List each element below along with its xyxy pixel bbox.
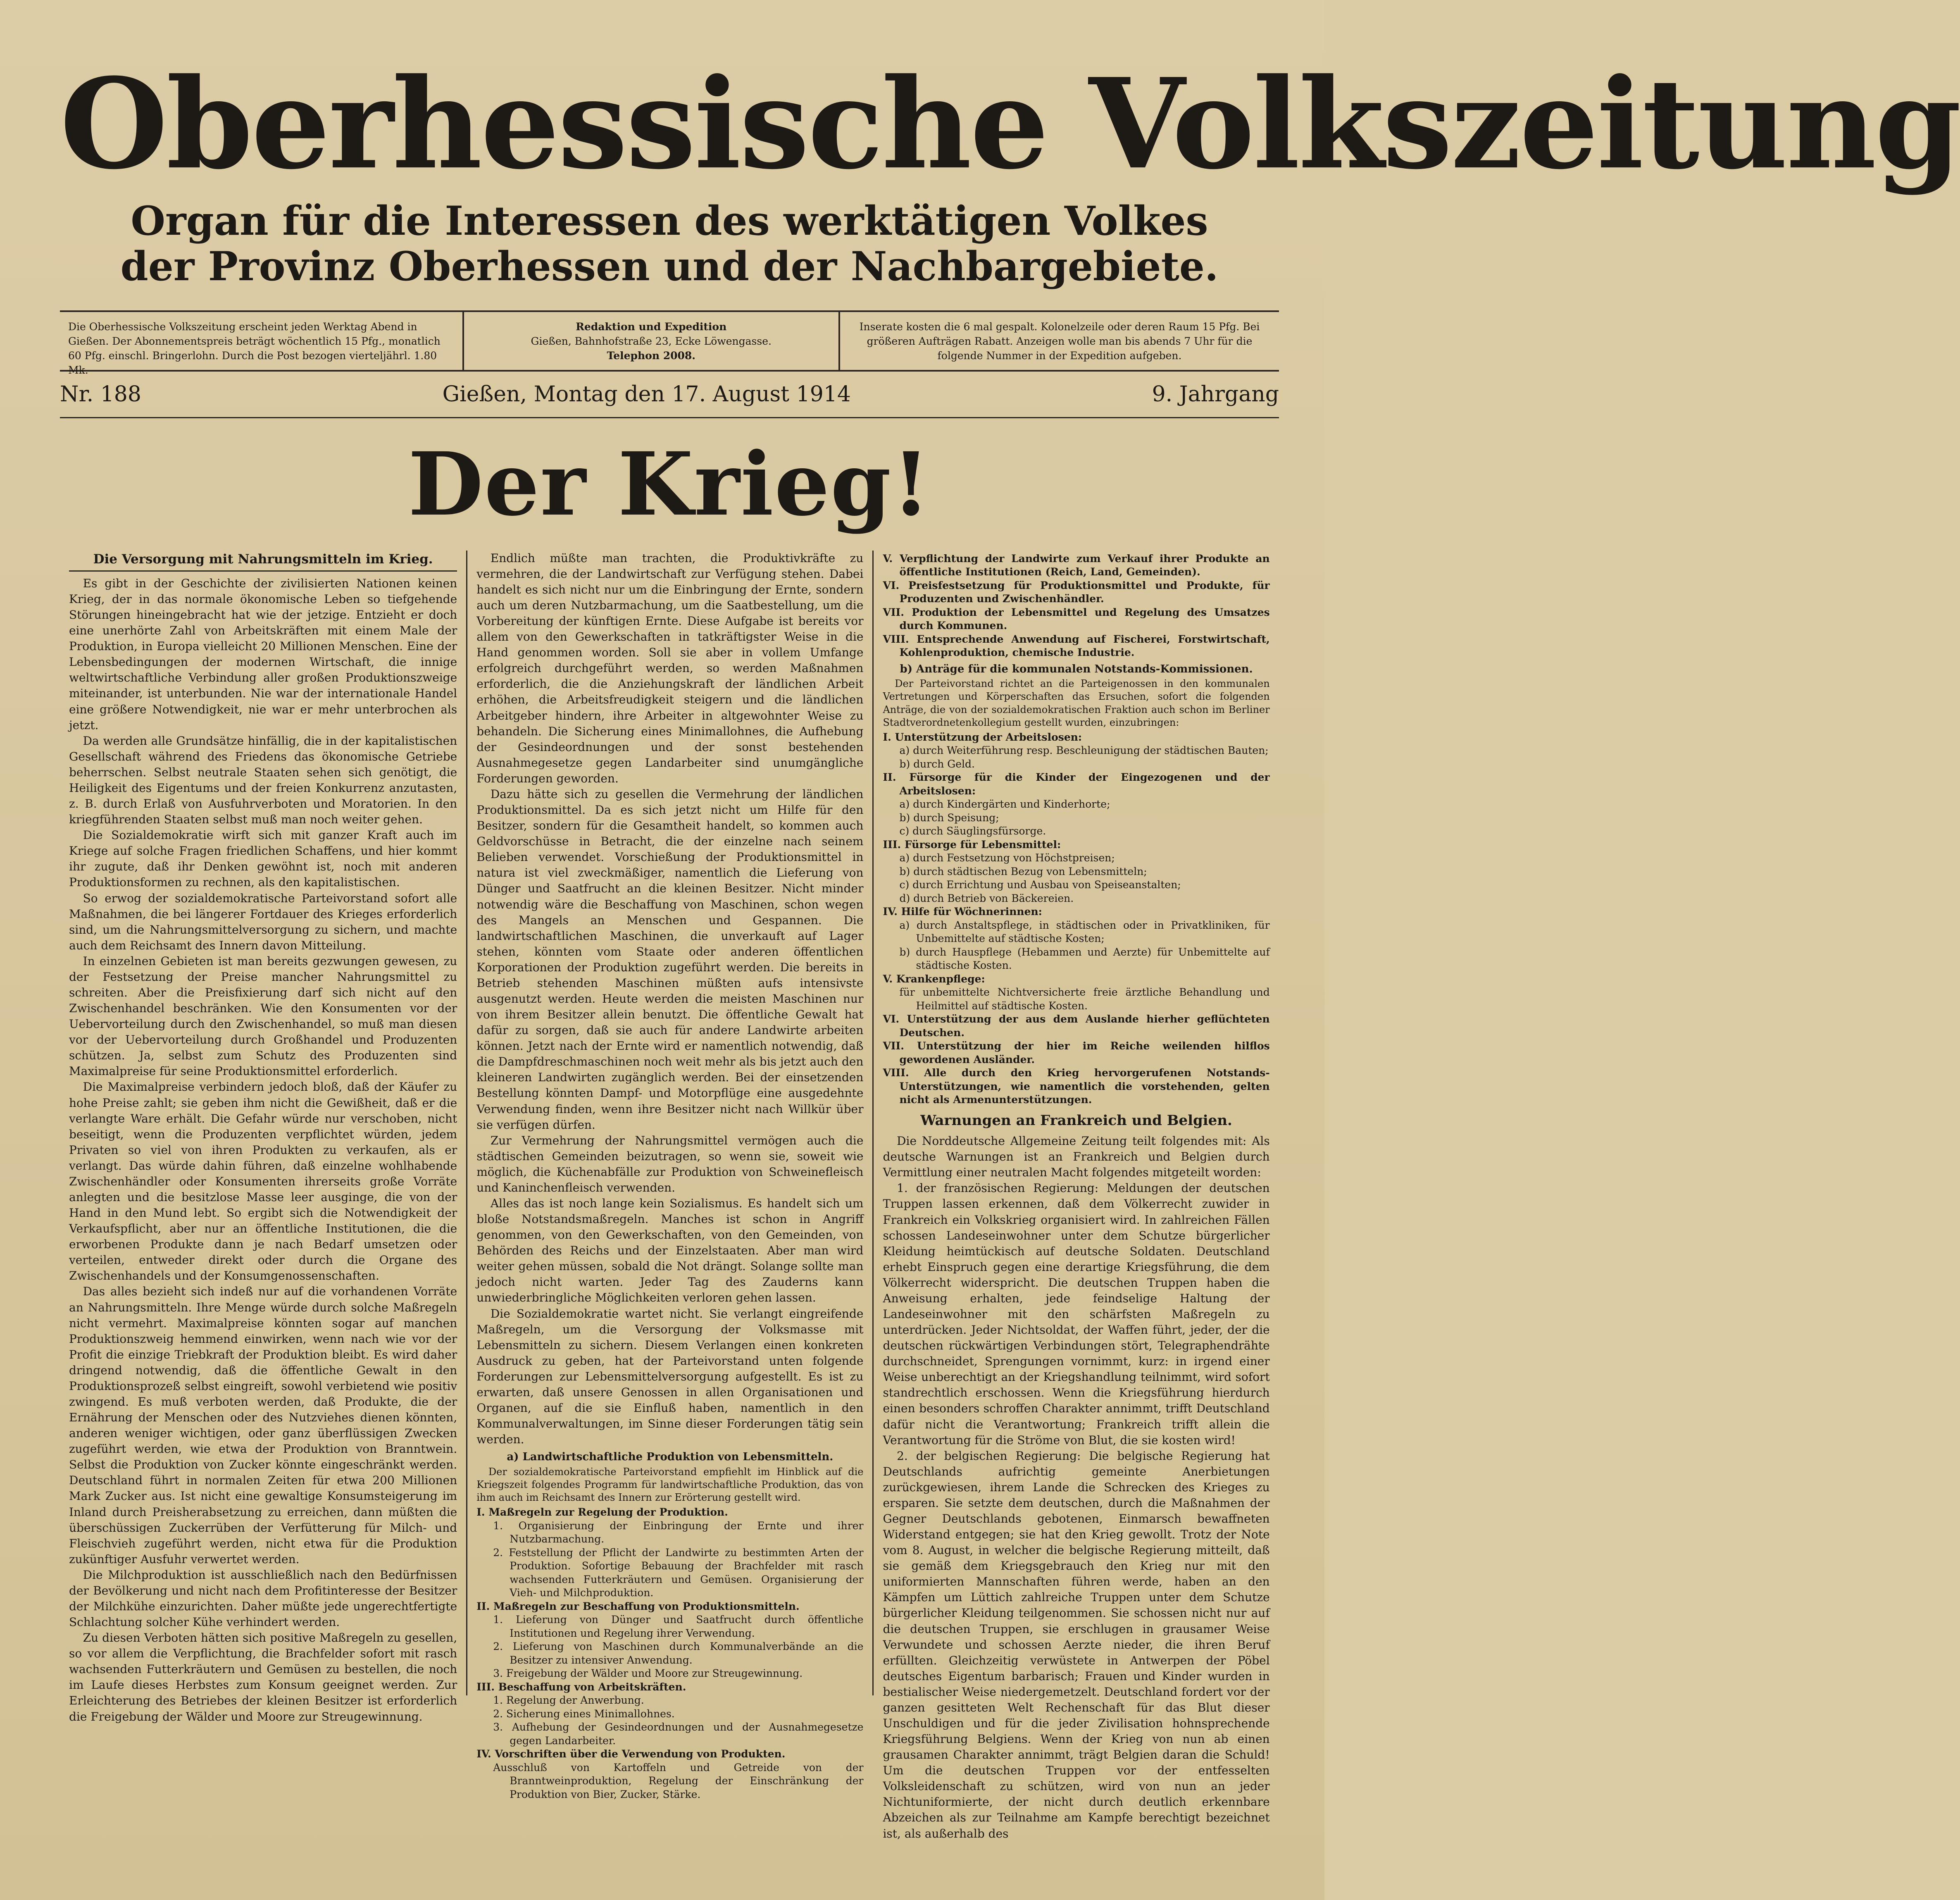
masthead-title: Oberhessische Volkszeitung (60, 51, 1960, 197)
list-item: II. Fürsorge für die Kinder der Eingezogenen und der Arbeitslosen: (883, 771, 1270, 797)
dateline (60, 372, 1279, 418)
list-item: c) durch Errichtung und Ausbau von Speiseanstalten; (899, 879, 1181, 891)
list-item: 1. Regelung der Anwerbung. (493, 1694, 644, 1707)
paragraph: Zur Vermehrung der Nahrungsmittel vermögen auch die städtischen Gemeinden beizutragen, so wenn sie, soweit wie möglich, die Küchenabfälle zur Produktion von Schweinefleisch und Kaninchenfleisch verwenden. (476, 1133, 864, 1194)
issue-date: Gießen, Montag den 17. August 1914 (442, 381, 851, 407)
program-intro-block (476, 1466, 863, 1504)
info-bar (60, 310, 1279, 376)
list-item: VII. Unterstützung der hier im Reiche weilenden hilflos gewordenen Ausländer. (883, 1040, 1270, 1066)
list-item: VIII. Entsprechende Anwendung auf Fischerei, Forstwirtschaft, Kohlenproduktion, chemische Industrie. (883, 633, 1270, 659)
paragraph: Die Maximalpreise verbindern jedoch bloß, daß der Käufer zu hohe Preise zahlt; sie geben ihm nicht die Gewißheit, daß er die verlangte Ware erhält. Die Gefahr würde nur verschoben, nicht beseitigt, wenn die Produzenten verpflichtet würden, jedem Privaten so viel von ihren Produkten zu verkaufen, als er verlangt. Das würde dahin führen, daß einzelne wohlhabende Zwischenhändler oder Konsumenten ihrerseits große Vorräte anlegten und die besitzlose Masse leer ausginge, die von der Hand in den Mund lebt. So ergibt sich die Notwendigkeit der Verkaufspflicht, aber nur an öffentliche Institutionen, die die erworbenen Produkte dann je nach Bedarf umsetzen oder verteilen, entweder direkt oder durch die Organe des Zwischenhandels und der Konsumgenossenschaften. (69, 1080, 457, 1283)
program-list (476, 1506, 863, 1801)
program-intro: Der sozialdemokratische Parteivorstand empfiehlt im Hinblick auf die Kriegszeit folgendes Programm für landwirtschaftliche Produktion, das von ihm auch im Reichsamt des Innern zur Erörterung gestellt wird. (476, 1466, 864, 1503)
list-item: a) durch Anstaltspflege, in städtischen oder in Privatkliniken, für Unbemittelte auf städtische Kosten; (899, 919, 1270, 945)
list-item: VIII. Alle durch den Krieg hervorgerufenen Notstands-Unterstützungen, wie namentlich die vorstehenden, gelten nicht als Armenunterstützungen. (883, 1067, 1270, 1106)
list-item: 1. Lieferung von Dünger und Saatfrucht durch öffentliche Institutionen und Regelung ihrer Verwendung. (493, 1614, 864, 1639)
list-item: 2. Lieferung von Maschinen durch Kommunalverbände an die Besitzer zu intensiver Anwendung. (493, 1640, 864, 1666)
editorial-info-line2: Gießen, Bahnhofstraße 23, Ecke Löwengasse. (531, 335, 772, 347)
editorial-info-line3: Telephon 2008. (607, 349, 696, 362)
list-item: VI. Preisfestsetzung für Produktionsmittel und Produkte, für Produzenten und Zwischenhändler. (883, 579, 1270, 605)
paragraph: Die Sozialdemokratie wirft sich mit ganzer Kraft auch im Kriege auf solche Fragen friedlichen Schaffens, und hier kommt ihr zugute, daß ihr Denken gewöhnt ist, noch mit anderen Produktionsformen zu rechnen, als den kapitalistischen. (69, 828, 457, 889)
paragraph: Die Sozialdemokratie wartet nicht. Sie verlangt eingreifende Maßregeln, um die Versorgung der Volksmasse mit Lebensmitteln zu sichern. Diesem Verlangen einen konkreten Ausdruck zu geben, hat der Parteivorstand unten folgende Forderungen zur Lebensmittelversorgung aufgestellt. Es ist zu erwarten, daß unsere Genossen in allen Organisationen und Organen, auf die sie Einfluß haben, namentlich in den Kommunalverwaltungen, im Sinne dieser Forderungen tätig sein werden. (476, 1306, 864, 1447)
list-item: IV. Vorschriften über die Verwendung von Produkten. (476, 1748, 786, 1760)
list-item: d) durch Betrieb von Bäckereien. (899, 892, 1074, 904)
program-heading: a) Landwirtschaftliche Produktion von Lebensmitteln. (507, 1451, 834, 1464)
volume-number: 9. Jahrgang (1152, 381, 1279, 407)
list-item: 3. Freigebung der Wälder und Moore zur Streugewinnung. (493, 1667, 803, 1680)
list-item: b) durch Speisung; (899, 811, 999, 824)
article-heading-food-supply: Die Versorgung mit Nahrungsmitteln im Krieg. (69, 551, 457, 572)
commission-intro-block (883, 677, 1269, 729)
list-item: I. Unterstützung der Arbeitslosen: (883, 731, 1082, 743)
list-item: 2. Feststellung der Pflicht der Landwirte zu bestimmten Arten der Produktion. Sofortige Bebauung der Brachfelder mit rasch wachsenden Futterkräutern und Gemüsen. Organisierung der Vieh- und Milchproduktion. (493, 1546, 864, 1599)
column-2 (466, 551, 872, 1800)
paragraph: In einzelnen Gebieten ist man bereits gezwungen gewesen, zu der Festsetzung der Preise mancher Nahrungsmittel zu schreiten. Aber die Preisfixierung darf sich nicht auf den Zwischenhandel beschränken. Wie den Konsumenten vor der Uebervorteilung durch den Zwischenhandel, so muß man diesen vor der Uebervorteilung durch Großhandel und Produzenten schützen. Ja, selbst zum Schutz des Produzenten sind Maximalpreise für seine Produktionsmittel erforderlich. (69, 954, 457, 1078)
column-1 (60, 551, 466, 1724)
list-item: III. Fürsorge für Lebensmittel: (883, 838, 1061, 851)
list-item: I. Maßregeln zur Regelung der Produktion. (476, 1506, 728, 1519)
list-item: für unbemittelte Nichtversicherte freie ärztliche Behandlung und Heilmittel auf städtische Kosten. (899, 986, 1270, 1012)
commission-list (883, 731, 1269, 1107)
paragraph: 1. der französischen Regierung: Meldungen der deutschen Truppen lassen erkennen, daß dem Völkerrecht zuwider in Frankreich ein Volkskrieg organisiert wird. In zahlreichen Fällen schossen Landeseinwohner unter dem Schutze bürgerlicher Kleidung heimtückisch auf deutsche Soldaten. Deutschland erhebt Einspruch gegen eine derartige Kriegsführung, die dem Völkerrecht widerspricht. Die deutschen Truppen haben die Anweisung erhalten, jede feindselige Haltung der Landeseinwohner mit den schärfsten Maßregeln zu unterdrücken. Jeder Nichtsoldat, der Waffen führt, jeder, der die deutschen rückwärtigen Verbindungen stört, Telegraphendrähte durchschneidet, Sprengungen vornimmt, kurz: in irgend einer Weise unberechtigt an der Kriegshandlung teilnimmt, wird sofort standrechtlich erschossen. Wenn die Kriegsführung hierdurch einen besonders schroffen Charakter annimmt, trifft Deutschland dafür nicht die Verantwortung; Frankreich trifft allein die Verantwortung für die Ströme von Blut, die sie kosten wird! (883, 1181, 1270, 1447)
advertising-info: Inserate kosten die 6 mal gespalt. Kolonelzeile oder deren Raum 15 Pfg. Bei größeren Aufträgen Rabatt. Anzeigen wolle man bis abends 7 Uhr für die folgende Nummer in der Expedition aufgeben. (859, 320, 1260, 362)
paragraph: Endlich müßte man trachten, die Produktivkräfte zu vermehren, die der Landwirtschaft zur Verfügung stehen. Dabei handelt es sich nicht nur um die Einbringung der Ernte, sondern auch um deren Nutzbarmachung, um die Saatbestellung, um die Vorbereitung der künftigen Ernte. Diese Aufgabe ist bereits vor allem von den Gewerkschaften in tatkräftigster Weise in die Hand genommen worden. Soll sie aber in vollem Umfange erfolgreich durchgeführt werden, so werden Maßnahmen erforderlich, die die Anziehungskraft der ländlichen Arbeit erhöhen, die Arbeitsfreudigkeit steigern und die ländlichen Arbeitgeber hindern, ihre Arbeiter in altgewohnter Weise zu behandeln. Die Sicherung eines Minimallohnes, die Aufhebung der Gesindeordnungen und der sonst bestehenden Ausnahmegesetze gegen Landarbeiter sind unumgängliche Forderungen geworden. (476, 551, 864, 785)
list-item: IV. Hilfe für Wöchnerinnen: (883, 906, 1042, 918)
paragraph: Zu diesen Verboten hätten sich positive Maßregeln zu gesellen, so vor allem die Verpflichtung, die Brachfelder sofort mit rasch wachsenden Futterkräutern und Gemüsen zu bestellen, die noch im Laufe dieses Herbstes zum Konsum geeignet werden. Zur Erleichterung des Betriebes der kleinen Besitzer ist erforderlich die Freigebung der Wälder und Moore zur Streugewinnung. (69, 1631, 457, 1724)
list-item: 2. Sicherung eines Minimallohnes. (493, 1707, 675, 1720)
list-item: b) durch Geld. (899, 758, 975, 770)
paragraph: Dazu hätte sich zu gesellen die Vermehrung der ländlichen Produktionsmittel. Da es sich jetzt nicht um Hilfe für den Besitzer, sondern für die Gesamtheit handelt, so kommen auch Geldvorschüsse in Betracht, die der einzelne nach seinem Belieben verwendet. Vorschießung der Produktionsmittel in natura ist viel zweckmäßiger, namentlich die Lieferung von Dünger und Saatfrucht an die kleinen Besitzer. Nicht minder notwendig wäre die Beschaffung von Maschinen, schon wegen des Mangels an Menschen und Gespannen. Die landwirtschaftlichen Maschinen, die unverkauft auf Lager stehen, könnten vom Staate oder anderen öffentlichen Korporationen der Produktion zugeführt werden. Die bereits in Betrieb stehenden Maschinen müßten aufs intensivste ausgenutzt werden. Heute werden die meisten Maschinen nur von ihrem Besitzer allein benutzt. Die öffentliche Gewalt hat dafür zu sorgen, daß sie auch für andere Landwirte arbeiten können. Jetzt nach der Ernte wird er namentlich notwendig, daß die Dampfdreschmaschinen noch weit mehr als bis jetzt auch den kleineren Landwirten zugänglich werden. Bei der einsetzenden Bestellung könnten Dampf- und Motorpflüge eine ausgedehnte Verwendung finden, wenn ihre Besitzer nicht nach Willkür über sie verfügen dürfen. (476, 787, 864, 1132)
list-item: a) durch Festsetzung von Höchstpreisen; (899, 852, 1115, 864)
paragraph: Da werden alle Grundsätze hinfällig, die in der kapitalistischen Gesellschaft während des Friedens das ökonomische Getriebe beherrschen. Selbst neutrale Staaten sehen sich genötigt, die Heiligkeit des Eigentums und der freien Konkurrenz anzutasten, z. B. durch Erlaß von Ausfuhrverboten und Moratorien. In den kriegführenden Staaten selbst muß man noch weiter gehen. (69, 734, 457, 827)
list-item: 3. Aufhebung der Gesindeordnungen und der Ausnahmegesetze gegen Landarbeiter. (493, 1721, 864, 1747)
paragraph: So erwog der sozialdemokratische Parteivorstand sofort alle Maßnahmen, die bei längerer Fortdauer des Krieges erforderlich sind, um die Nahrungsmittelversorgung zu sichern, und machte auch dem Reichsamt des Innern davon Mitteilung. (69, 891, 457, 952)
paragraph: Die Norddeutsche Allgemeine Zeitung teilt folgendes mit: Als deutsche Warnungen ist an Frankreich und Belgien durch Vermittlung einer neutralen Macht folgendes mitgeteilt worden: (883, 1134, 1270, 1180)
paragraph: Es gibt in der Geschichte der zivilisierten Nationen keinen Krieg, der in das normale ökonomische Leben so tiefgehende Störungen hineingebracht hat wie der jetzige. Entzieht er doch eine unerhörte Zahl von Arbeitskräften mit einem Male der Produktion, in Europa vielleicht 20 Millionen Menschen. Eine der Lebensbedingungen der modernen Wirtschaft, die innige weltwirtschaftliche Verbindung aller großen Produktionszweige miteinander, ist unterbunden. Nie war der internationale Handel eine größere Notwendigkeit, nie war er mehr unterbrochen als jetzt. (69, 576, 457, 732)
masthead-subtitle-line1: Organ für die Interessen des werktätigen Volkes (131, 198, 1208, 244)
editorial-info-line1: Redaktion und Expedition (576, 320, 727, 333)
list-item: V. Krankenpflege: (883, 973, 985, 985)
issue-number: Nr. 188 (60, 381, 141, 407)
paragraph: 2. der belgischen Regierung: Die belgische Regierung hat Deutschlands aufrichtig gemeinte Anerbietungen zurückgewiesen, ihrem Lande die Schrecken des Krieges zu ersparen. Sie setzte dem deutschen, durch die Maßnahmen der Gegner Deutschlands gebotenen, Einmarsch bewaffneten Widerstand entgegen; sie hat den Krieg gewollt. Trotz der Note vom 8. August, in welcher die belgische Regierung mitteilt, daß sie gemäß dem Kriegsgebrauch den Krieg nur mit den uniformierten Mannschaften führen werde, haben an den Kämpfen um Lüttich zahlreiche Truppen unter dem Schutze bürgerlicher Kleidung teilgenommen. Sie schossen nicht nur auf die deutschen Truppen, sie erschlugen in grausamer Weise Verwundete und schossen Aerzte nieder, die ihren Beruf erfüllten. Gleichzeitig verwüstete in Antwerpen der Pöbel deutsches Eigentum barbarisch; Frauen und Kinder wurden in bestialischer Weise niedergemetzelt. Deutschland fordert vor der ganzen gesitteten Welt Rechenschaft für das Blut dieser Unschuldigen und für die jeder Zivilisation hohnsprechende Kriegsführung Belgiens. Wenn der Krieg von nun ab einen grausamen Charakter annimmt, trägt Belgien daran die Schuld! Um die deutschen Truppen vor der entfesselten Volksleidenschaft zu schützen, wird von nun an jeder Nichtuniformierte, der nicht durch deutlich erkennbare Abzeichen als zur Teilnahme am Kampfe berechtigt bezeichnet ist, als außerhalb des (883, 1449, 1270, 1840)
list-item: VII. Produktion der Lebensmittel und Regelung des Umsatzes durch Kommunen. (883, 606, 1270, 632)
article-columns (60, 551, 1279, 1840)
article-heading-warnings: Warnungen an Frankreich und Belgien. (920, 1112, 1232, 1129)
program-list-continued (883, 552, 1269, 660)
list-item: c) durch Säuglingsfürsorge. (899, 825, 1046, 837)
paragraph: Das alles bezieht sich indeß nur auf die vorhandenen Vorräte an Nahrungsmitteln. Ihre Menge würde durch solche Maßregeln nicht vermehrt. Maximalpreise könnten sogar auf manchen Produktionszweig hemmend einwirken, wenn nach wie vor der Profit die einzige Triebkraft der Produktion bleibt. Es wird daher dringend notwendig, daß die öffentliche Gewalt in den Produktionsprozeß selbst eingreift, sowohl verbietend wie positiv zwingend. Es muß verboten werden, daß Produkte, die der Ernährung der Menschen oder des Nutzviehes dienen könnten, anderen weniger wichtigen, oder ganz überflüssigen Zwecken zugeführt werden, wie etwa der Produktion von Branntwein. Selbst die Produktion von Zucker könnte eingeschränkt werden. Deutschland führt in normalen Zeiten für etwa 200 Millionen Mark Zucker aus. Ist nicht eine gewaltige Konsumsteigerung im Inland durch Preisherabsetzung zu erreichen, dann müßten die überschüssigen Zuckerrüben der Verfütterung für Milch- und Fleischvieh zugeführt werden, nicht etwa für die Produktion zukünftiger Ausfuhr verwertet werden. (69, 1285, 457, 1566)
paragraph: Alles das ist noch lange kein Sozialismus. Es handelt sich um bloße Notstandsmaßregeln. Manches ist schon in Angriff genommen, von den Gewerkschaften, von den Gemeinden, von Behörden des Reichs und der Einzelstaaten. Aber man wird weiter gehen müssen, sobald die Not drängt. Solange sollte man jedoch nicht warten. Jeder Tag des Zauderns kann unwiederbringliche Möglichkeiten verloren gehen lassen. (476, 1196, 864, 1305)
list-item: b) durch Hauspflege (Hebammen und Aerzte) für Unbemittelte auf städtische Kosten. (899, 946, 1270, 972)
list-item: Ausschluß von Kartoffeln und Getreide von der Branntweinproduktion, Regelung der Einschränkung der Produktion von Bier, Zucker, Stärke. (493, 1761, 864, 1800)
column-3 (872, 551, 1279, 1840)
list-item: III. Beschaffung von Arbeitskräften. (476, 1681, 686, 1693)
subscription-info: Die Oberhessische Volkszeitung erscheint jeden Werktag Abend in Gießen. Der Abonnementspreis beträgt wöchentlich 15 Pfg., monatlich 60 Pfg. einschl. Bringerlohn. Durch die Post bezogen vierteljährl. 1.80 Mk. (68, 320, 441, 376)
main-headline: Der Krieg! (408, 433, 931, 535)
list-item: b) durch städtischen Bezug von Lebensmitteln; (899, 865, 1147, 877)
list-item: a) durch Kindergärten und Kinderhorte; (899, 798, 1110, 811)
list-item: II. Maßregeln zur Beschaffung von Produktionsmitteln. (476, 1600, 800, 1612)
paragraph: Die Milchproduktion ist ausschließlich nach den Bedürfnissen der Bevölkerung und nicht nach dem Profitinteresse der Besitzer der Milchkühe einzurichten. Daher müßte jede ungerechtfertigte Schlachtung solcher Kühe verhindert werden. (69, 1568, 457, 1629)
editorial-info (462, 312, 841, 370)
masthead-subtitle-line2: der Provinz Oberhessen und der Nachbargebiete. (120, 243, 1219, 290)
list-item: a) durch Weiterführung resp. Beschleunigung der städtischen Bauten; (899, 744, 1269, 757)
list-item: 1. Organisierung der Einbringung der Ernte und ihrer Nutzbarmachung. (493, 1519, 864, 1545)
list-item: VI. Unterstützung der aus dem Auslande hierher geflüchteten Deutschen. (883, 1013, 1270, 1039)
commission-intro: Der Parteivorstand richtet an die Parteigenossen in den kommunalen Vertretungen und Körperschaften das Ersuchen, sofort die folgenden Anträge, die von der sozialdemokratischen Fraktion auch schon im Berliner Stadtverordnetenkollegium gestellt wurden, einzubringen: (883, 678, 1270, 728)
list-item: V. Verpflichtung der Landwirte zum Verkauf ihrer Produkte an öffentliche Institutionen (Reich, Land, Gemeinden). (883, 552, 1270, 578)
commission-heading: b) Anträge für die kommunalen Notstands-Kommissionen. (900, 663, 1253, 675)
